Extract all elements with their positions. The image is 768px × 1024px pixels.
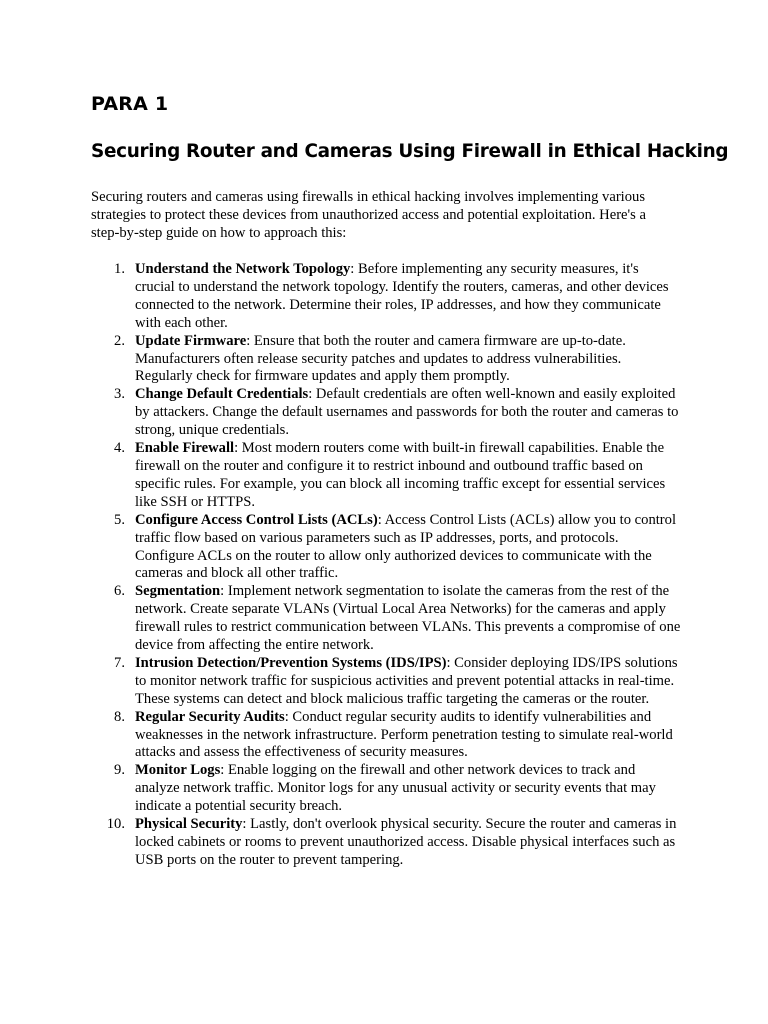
list-item-term: Regular Security Audits (135, 708, 285, 725)
para-label: PARA 1 (91, 93, 169, 115)
list-item (91, 655, 681, 709)
list-item-number: 1. (114, 261, 125, 277)
steps-list (91, 261, 681, 870)
list-item (91, 583, 681, 655)
list-item-number: 5. (114, 511, 125, 528)
list-item-text: : Enable logging on the firewall and other network devices to track and analyze network traffic. Monitor logs for any unusual activity or security events that may indicate a potential security breach. (135, 762, 656, 815)
list-item (91, 762, 681, 816)
list-item-term: Segmentation (135, 583, 221, 600)
list-item-term: Intrusion Detection/Prevention Systems (IDS/IPS) (135, 654, 447, 671)
list-item (91, 440, 681, 512)
list-item-text: : Consider deploying IDS/IPS solutions to monitor network traffic for suspicious activities and prevent potential attacks in real-time. These systems can detect and block malicious traffic targeting the cameras or the router. (135, 654, 678, 707)
list-item-term: Physical Security (135, 816, 243, 833)
list-item-text: : Default credentials are often well-known and easily exploited by attackers. Change the default usernames and passwords for both the router and cameras to strong, unique credentials. (135, 386, 679, 439)
list-item (91, 261, 681, 333)
list-item-number: 7. (114, 654, 125, 671)
list-item (91, 333, 681, 387)
list-item (91, 512, 681, 584)
list-item-number: 9. (114, 762, 125, 779)
list-item-text: : Conduct regular security audits to identify vulnerabilities and weaknesses in the network infrastructure. Perform penetration testing to simulate real-world attacks and assess the effectiveness of security measures. (135, 708, 673, 761)
list-item-number: 2. (114, 332, 125, 349)
list-item-number: 3. (114, 386, 125, 403)
list-item (91, 816, 681, 870)
list-item-text: : Lastly, don't overlook physical security. Secure the router and cameras in locked cabinets or rooms to prevent unauthorized access. Disable physical interfaces such as USB ports on the router to prevent tampering. (135, 816, 677, 868)
list-item-term: Update Firmware (135, 332, 247, 349)
list-item-term: Understand the Network Topology (135, 261, 351, 277)
list-item-text: : Access Control Lists (ACLs) allow you to control traffic flow based on various parameters such as IP addresses, ports, and protocols. Configure ACLs on the router to allow only authorized devices to communicate with the cameras and block all other traffic. (135, 511, 677, 582)
list-item-term: Change Default Credentials (135, 386, 309, 403)
list-item (91, 709, 681, 763)
list-item-number: 8. (114, 708, 125, 725)
list-item-text: : Most modern routers come with built-in firewall capabilities. Enable the firewall on the router and configure it to restrict inbound and outbound traffic based on specific rules. For example, you can block all incoming traffic except for essential services like SSH or HTTPS. (135, 440, 666, 510)
list-item-number: 4. (114, 440, 125, 457)
list-item-term: Monitor Logs (135, 762, 221, 779)
list-item (91, 386, 681, 440)
list-item-text: : Ensure that both the router and camera firmware are up-to-date. Manufacturers often release security patches and updates to address vulnerabilities. Regularly check for firmware updates and apply them promptly. (135, 332, 626, 385)
list-item-text: : Before implementing any security measures, it's crucial to understand the network topology. Identify the routers, cameras, and other devices connected to the network. Determine their roles, IP addresses, and how they communicate with each other. (135, 261, 669, 331)
list-item-text: : Implement network segmentation to isolate the cameras from the rest of the network. Create separate VLANs (Virtual Local Area Networks) for the cameras and apply firewall rules to restrict communication between VLANs. This prevents a compromise of one device from affecting the entire network. (135, 583, 681, 654)
list-item-term: Enable Firewall (135, 440, 235, 457)
document-title: Securing Router and Cameras Using Firewall in Ethical Hacking (91, 141, 729, 162)
list-item-term: Configure Access Control Lists (ACLs) (135, 511, 378, 528)
list-item-number: 6. (114, 583, 125, 600)
list-item-number: 10. (106, 816, 125, 833)
intro-paragraph: Securing routers and cameras using firewalls in ethical hacking involves implementing various strategies to protect these devices from unauthorized access and potential exploitation. Here's a step-by-step guide on how to approach this: (91, 189, 646, 241)
